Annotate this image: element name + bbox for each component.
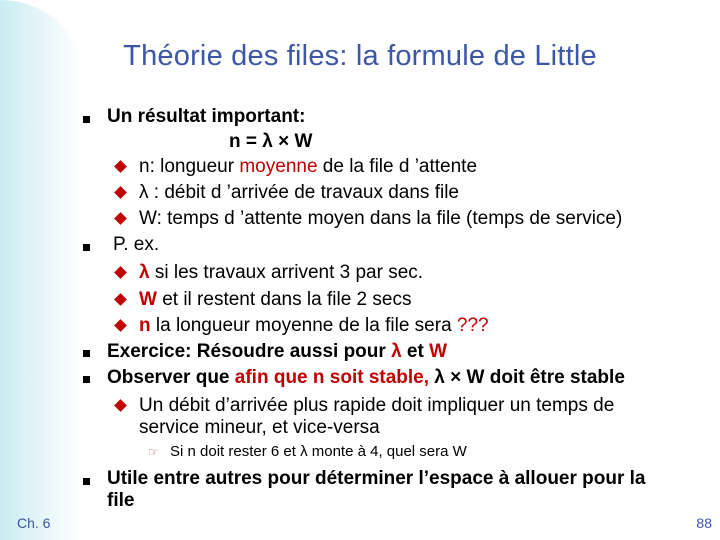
example-w: W et il restent dans la file 2 secs [139, 289, 412, 310]
bullet-1-text: Un résultat important: [107, 106, 306, 127]
bullet-3-text: Exercice: Résoudre aussi pour λ et W [107, 341, 448, 362]
note-text: Si n doit rester 6 et λ monte à 4, quel sera W [170, 443, 467, 460]
square-bullet-icon [83, 244, 90, 251]
diamond-bullet-icon [114, 399, 127, 412]
square-bullet-icon [83, 116, 90, 123]
diamond-bullet-icon [114, 319, 127, 332]
square-bullet-icon [83, 376, 90, 383]
sub-bullet-w: W: temps d ’attente moyen dans la file (temps de service) [139, 208, 623, 229]
bullet-4-text: Observer que afin que n soit stable, λ × W doit être stable [107, 367, 625, 388]
diamond-bullet-icon [114, 266, 127, 279]
formula: n = λ × W [229, 131, 313, 152]
sub-bullet-lambda: λ : débit d ’arrivée de travaux dans file [139, 182, 460, 203]
bullet-5-line-1: Utile entre autres pour déterminer l’espace à allouer pour la [107, 468, 646, 489]
example-lambda: λ si les travaux arrivent 3 par sec. [139, 262, 424, 283]
example-n: n la longueur moyenne de la file sera ??? [139, 315, 489, 336]
bullet-2-text: P. ex. [113, 234, 160, 255]
pointing-hand-icon: ☞ [148, 445, 159, 459]
diamond-bullet-icon [114, 186, 127, 199]
diamond-bullet-icon [114, 212, 127, 225]
sub-bullet-n: n: longueur moyenne de la file d ’attente [139, 156, 478, 177]
decorative-sidebar [0, 0, 80, 540]
square-bullet-icon [83, 350, 90, 357]
slide-title: Théorie des files: la formule de Little [123, 40, 597, 72]
page-number: 88 [696, 515, 712, 531]
square-bullet-icon [83, 478, 90, 485]
diamond-bullet-icon [114, 293, 127, 306]
diamond-bullet-icon [114, 160, 127, 173]
chapter-label: Ch. 6 [17, 515, 51, 531]
sub-bullet-debit-line-1: Un débit d’arrivée plus rapide doit impliquer un temps de [139, 395, 615, 416]
bullet-5-line-2: file [107, 490, 135, 511]
sub-bullet-debit-line-2: service mineur, et vice-versa [139, 417, 380, 438]
